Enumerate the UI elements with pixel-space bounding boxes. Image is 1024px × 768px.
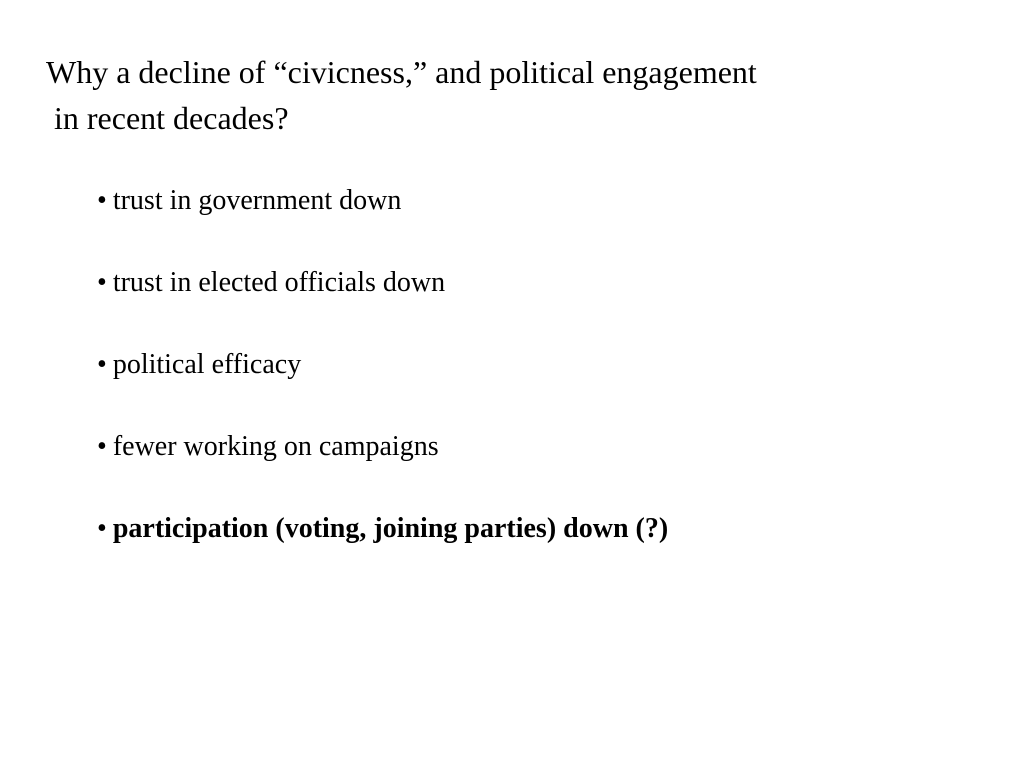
bullet-item [97, 344, 668, 426]
slide-title [46, 49, 1006, 141]
bullet-mark: • [97, 185, 107, 216]
slide-title-line-1: Why a decline of “civicness,” and political engagement [46, 54, 757, 90]
bullet-text: trust in government down [112, 185, 402, 216]
bullet-item [97, 262, 668, 344]
slide-title-line-2: in recent decades? [54, 100, 289, 136]
bullet-text: political efficacy [112, 349, 302, 380]
bullet-text: participation (voting, joining parties) down (?) [112, 513, 669, 544]
bullet-item [97, 180, 668, 262]
bullet-item [97, 426, 668, 508]
bullet-mark: • [97, 267, 107, 298]
bullet-mark: • [97, 431, 107, 462]
bullet-item-emphasized [97, 508, 668, 590]
bullet-mark: • [97, 513, 107, 544]
bullet-text: fewer working on campaigns [112, 431, 439, 462]
bullet-list [97, 180, 668, 590]
bullet-mark: • [97, 349, 107, 380]
bullet-text: trust in elected officials down [112, 267, 446, 298]
